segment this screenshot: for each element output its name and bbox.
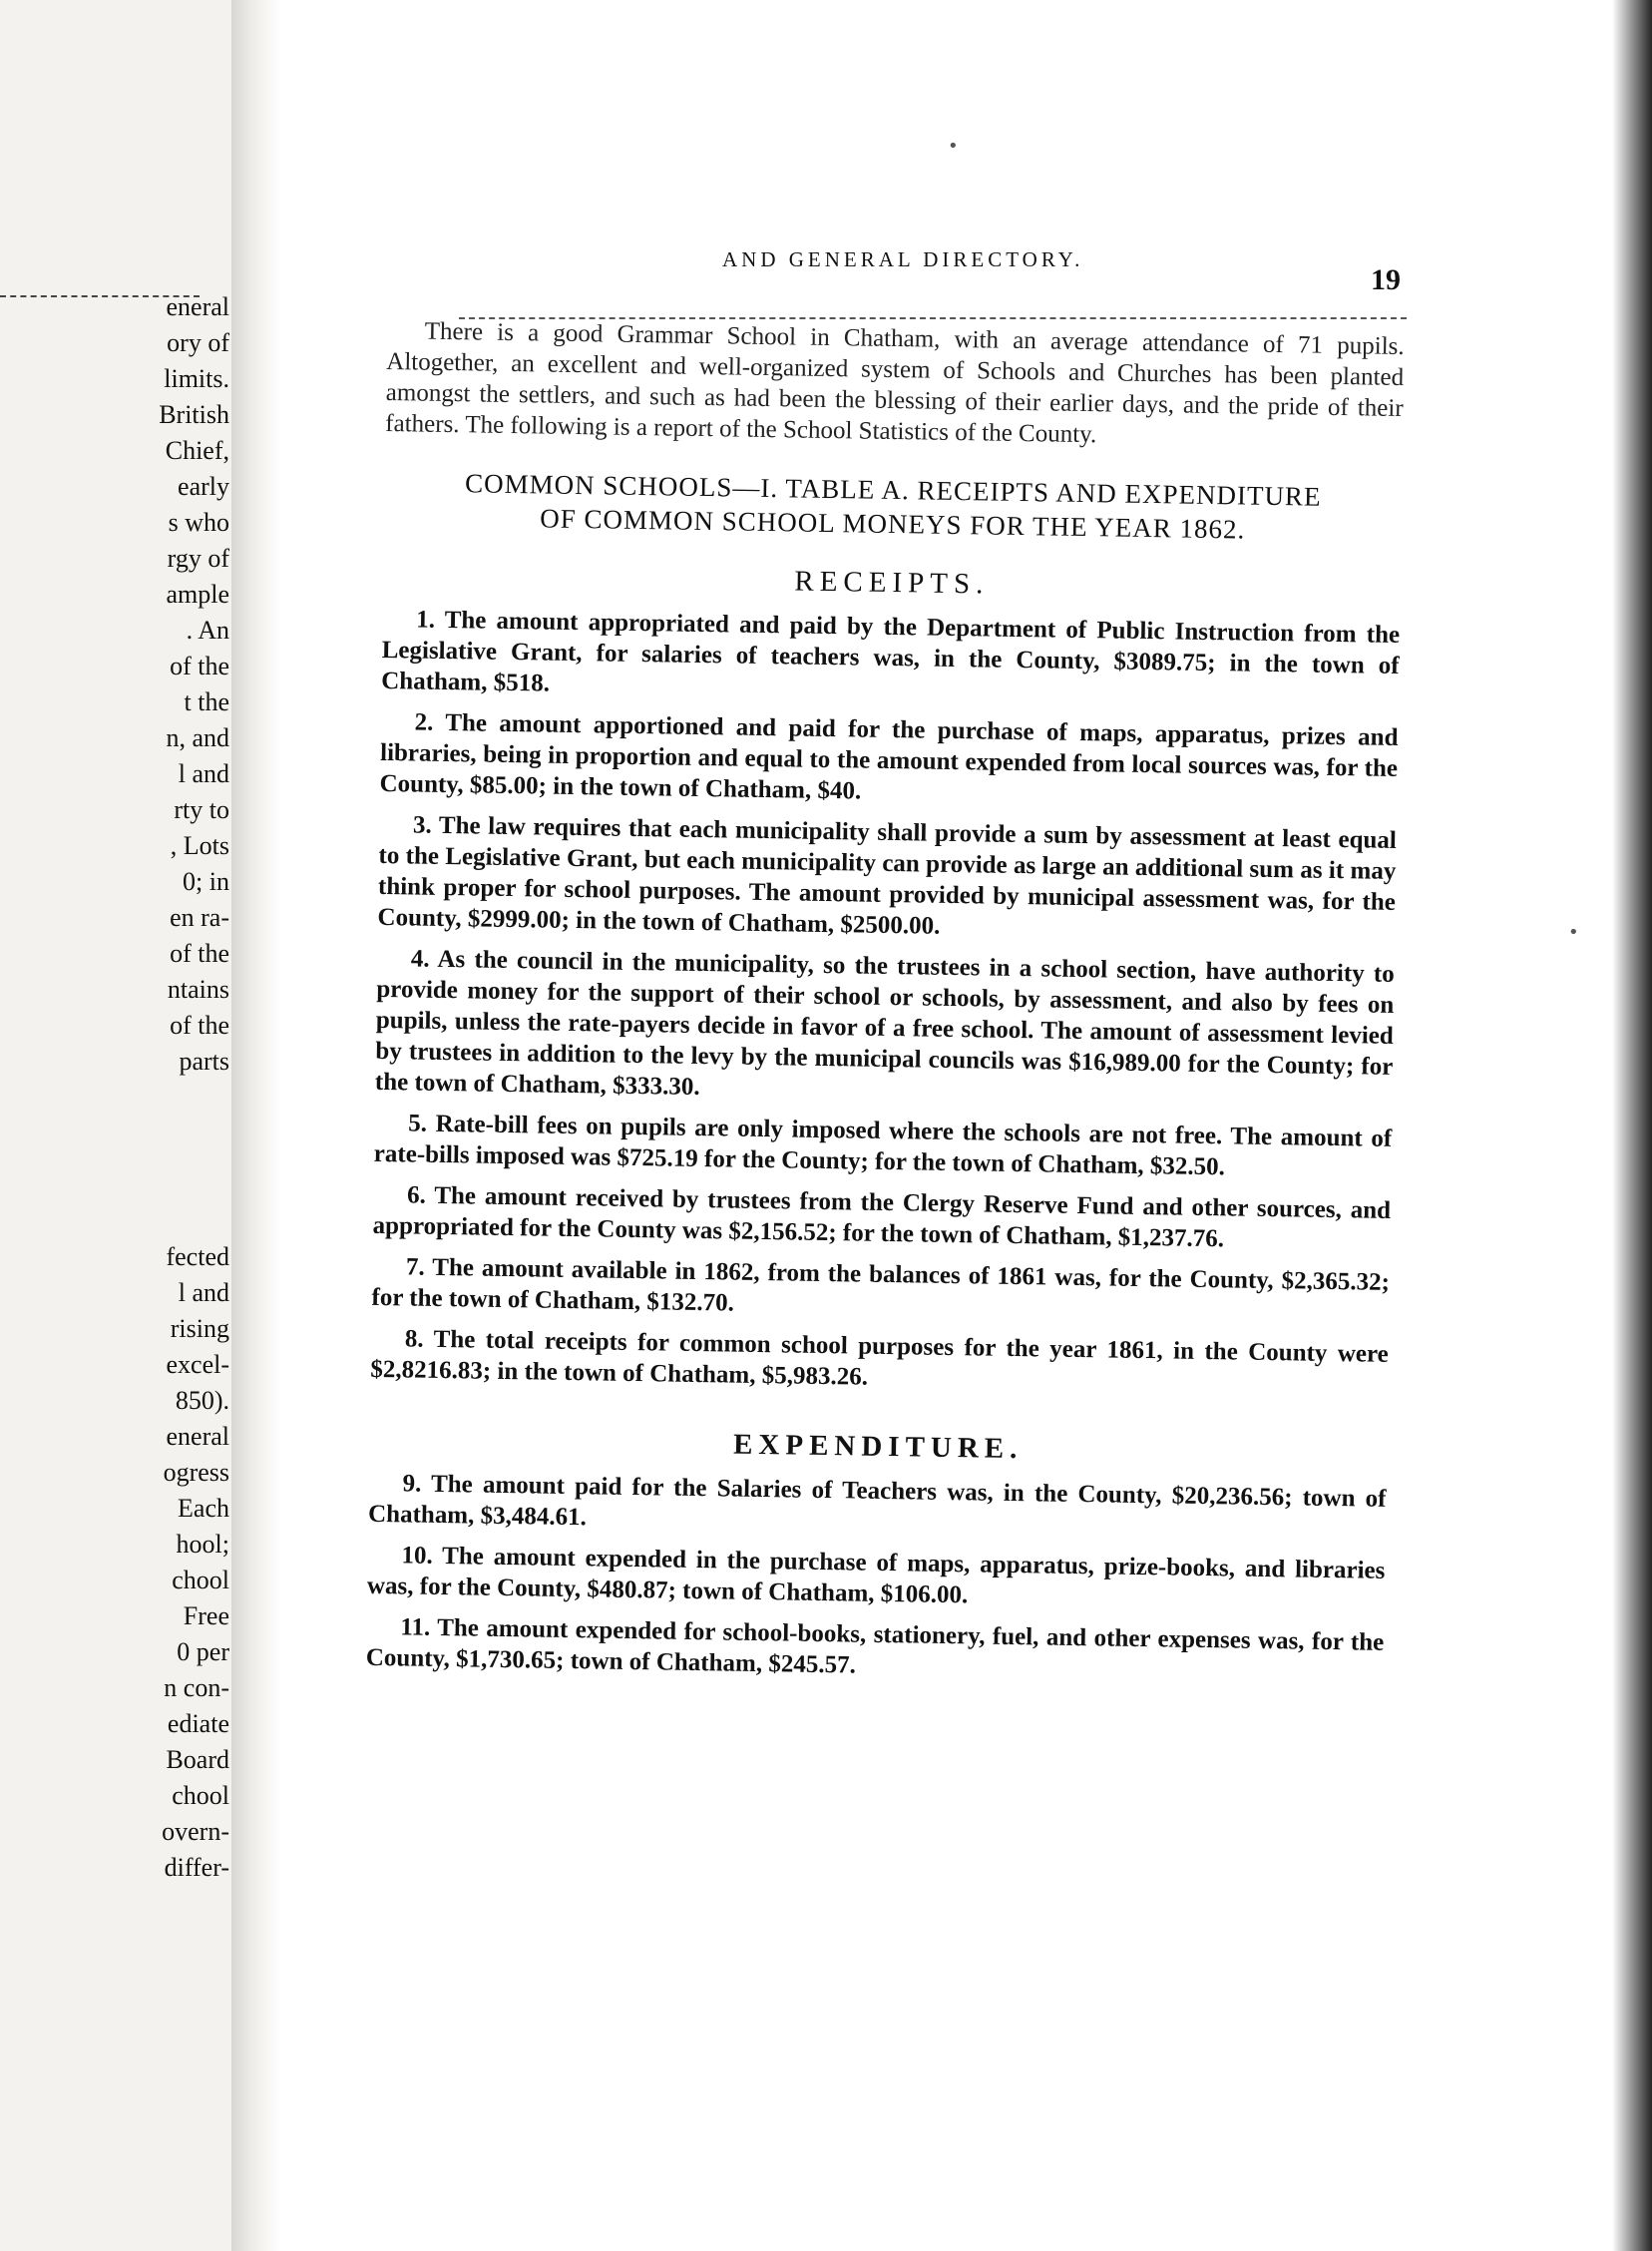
left-page-line: , Lots (170, 831, 229, 860)
expenditure-heading: EXPENDITURE. (732, 1428, 1024, 1466)
receipt-item: 2. The amount apportioned and paid for the purchase of maps, apparatus, prizes and libraries, being in proportion and equal to the amount expended from local sources was, for the County, $85.00; in the town of Chatham, $40. (379, 708, 1399, 805)
left-page-line: parts (179, 1047, 229, 1076)
page-body (365, 315, 1404, 1699)
table-title-line-1: COMMON SCHOOLS—I. TABLE A. RECEIPTS AND EXPENDITURE (464, 468, 1322, 512)
left-page-line: Free (183, 1601, 229, 1630)
left-page-line: ntains (167, 975, 229, 1004)
left-page-line: rgy of (167, 544, 229, 573)
receipt-item: 8. The total receipts for common school purposes for the year 1861, in the County were $2,8216.83; in the town of Chatham, $5,983.26. (370, 1325, 1389, 1391)
expenditure-item: 9. The amount paid for the Salaries of Teachers was, in the County, $20,236.56; town of Chatham, $3,484.61. (367, 1470, 1387, 1532)
left-page-line: rty to (174, 795, 229, 824)
left-page-line: Chief, (165, 436, 229, 465)
left-page-line: n, and (166, 723, 229, 752)
left-page-line: chool (172, 1781, 229, 1810)
book-gutter (231, 0, 281, 2251)
left-page-line: differ- (164, 1853, 229, 1882)
left-page-fragment (0, 0, 231, 2251)
left-page-line: ory of (167, 328, 229, 357)
left-page-line: early (178, 472, 229, 501)
page-edge-shadow (1612, 0, 1652, 2251)
receipt-item: 7. The amount available in 1862, from the balances of 1861 was, for the County, $2,365.32; for the town of Chatham, $132.70. (371, 1253, 1391, 1317)
left-page-line: eneral (166, 1422, 229, 1451)
left-page-line: s who (168, 508, 229, 537)
left-page-line: ogress (163, 1458, 229, 1487)
receipt-item: 5. Rate-bill fees on pupils are only imposed where the schools are not free. The amount of rate-bills imposed was $725.19 for the County; for the town of Chatham, $32.50. (373, 1110, 1393, 1181)
left-page-line: 850). (175, 1386, 229, 1415)
table-title (384, 465, 1403, 549)
page-number: 19 (1371, 263, 1401, 296)
expenditure-item: 11. The amount expended for school-books, stationery, fuel, and other expenses was, for the County, $1,730.65; town of Chatham, $245.57. (365, 1613, 1385, 1679)
left-page-line: of the (170, 939, 229, 968)
receipt-item: 1. The amount appropriated and paid by the Department of Public Instruction from the Legislative Grant, for salaries of teachers was, in the County, $3089.75; in the town of Chatham, $518. (381, 606, 1401, 697)
left-page-line: fected (166, 1242, 229, 1271)
receipts-heading: RECEIPTS. (794, 565, 990, 601)
left-page-line: 0 per (177, 1637, 229, 1666)
left-page-line: eneral (166, 292, 229, 321)
left-page-line: l and (178, 759, 229, 788)
running-header: AND GENERAL DIRECTORY. (722, 247, 1084, 271)
expenditure-list (366, 1468, 1387, 1689)
receipts-list (370, 604, 1400, 1401)
left-page-line: l and (178, 1278, 229, 1307)
left-page-line: rising (170, 1314, 229, 1343)
left-page-line: of the (170, 652, 229, 680)
left-page-line: Each (178, 1494, 229, 1523)
receipt-item: 4. As the council in the municipality, so the trustees in a school section, have authority to provide money for the support of their school or schools, by assessment, and also by fees on pupils, unless the rate-payers decide in favor of a free school. The amount of assessment levied by trustees in addition to the levy by the municipal councils was $16,989.00 for the County; for the town of Chatham, $333.30. (374, 945, 1395, 1102)
left-page-line: n con- (164, 1673, 229, 1702)
left-page-line: British (159, 400, 229, 429)
left-page-text-column (0, 289, 231, 1886)
left-page-line: of the (170, 1011, 229, 1040)
left-page-line: limits. (164, 364, 229, 393)
left-page-line: hool; (176, 1530, 229, 1559)
table-title-line-2: OF COMMON SCHOOL MONEYS FOR THE YEAR 1862. (540, 503, 1246, 545)
left-page-line: en ra- (170, 903, 229, 932)
intro-paragraph: There is a good Grammar School in Chatham, with an average attendance of 71 pupils. Altogether, an excellent and well-organized system of Schools and Churches has been planted amongst the settlers, and such as had been the blessing of their earlier days, and the pride of their fathers. The following is a report of the School Statistics of the County. (385, 317, 1405, 449)
left-page-upper-lines (0, 289, 231, 1080)
receipt-item: 3. The law requires that each municipality shall provide a sum by assessment at least equal to the Legislative Grant, but each municipality can provide as large an additional sum as it may think proper for school purposes. The amount provided by municipal assessment was, for the County, $2999.00; in the town of Chatham, $2500.00. (377, 811, 1398, 940)
left-page-line: . An (186, 616, 229, 645)
left-page-line: Board (166, 1745, 229, 1774)
left-page-line: t the (184, 687, 229, 716)
left-page-line: ample (166, 580, 229, 609)
left-page-line: overn- (162, 1817, 229, 1846)
left-page-line: ediate (167, 1709, 229, 1738)
receipt-item: 6. The amount received by trustees from the Clergy Reserve Fund and other sources, and appropriated for the County was $2,156.52; for the town of Chatham, $1,237.76. (372, 1181, 1392, 1253)
left-page-line: chool (172, 1566, 229, 1594)
left-page-line: excel- (166, 1350, 229, 1379)
left-page-line: 0; in (183, 867, 229, 896)
expenditure-item: 10. The amount expended in the purchase of maps, apparatus, prize-books, and libraries was, for the County, $480.87; town of Chatham, $106.00. (366, 1542, 1386, 1609)
left-page-lower-lines (0, 1239, 231, 1886)
print-speck: • (948, 136, 959, 157)
print-speck: • (1568, 922, 1579, 943)
